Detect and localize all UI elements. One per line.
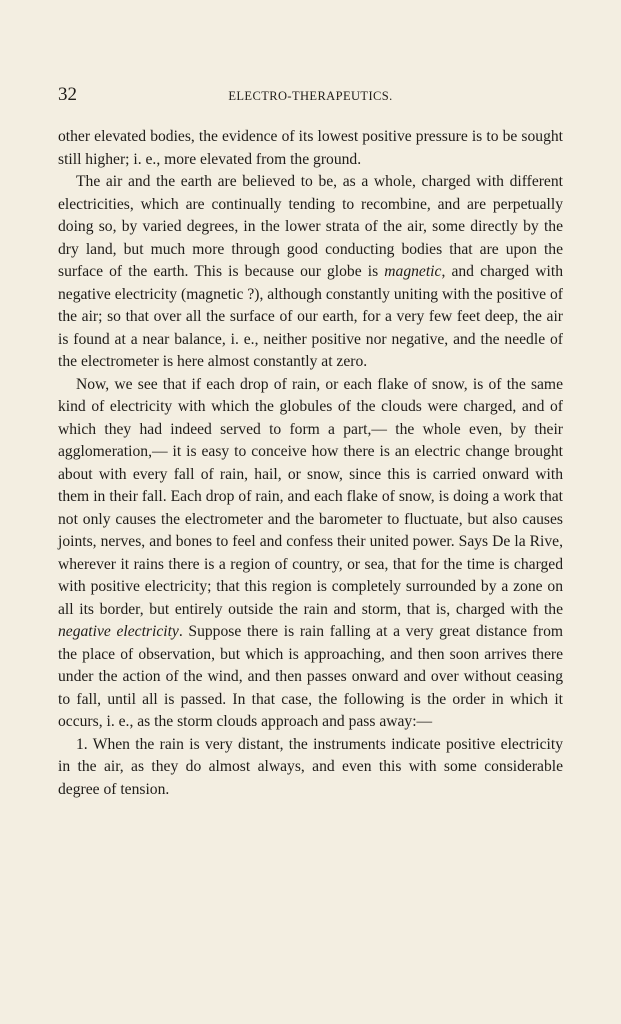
body-text bbox=[58, 126, 563, 801]
paragraph bbox=[58, 374, 563, 734]
paragraph-text: Now, we see that if each drop of rain, or each flake of snow, is of the same kind of electricity with which the globules of the clouds were charged, and of which they had indeed served to form a part,— the whole even, by their agglomeration,— it is easy to conceive how there is an electric change brought about with every fall of rain, hail, or snow, since this is carried onward with them in their fall. Each drop of rain, and each flake of snow, is doing a work that not only causes the electrometer and the barometer to fluctuate, but also causes joints, nerves, and bones to feel and confess their united power. Says De la Rive, wherever it rains there is a region of country, or sea, that for the time is charged with positive electricity; that this region is completely surrounded by a zone on all its border, but entirely outside the rain and storm, that is, charged with the bbox=[58, 375, 563, 618]
paragraph-text: . Suppose there is rain falling at a very great distance from the place of observation, but which is approaching, and then soon arrives there under the action of the wind, and then passes onward and over without ceasing to fall, until all is passed. In that case, the following is the order in which it occurs, i. e., as the storm clouds approach and pass away:— bbox=[58, 623, 563, 730]
page-number: 32 bbox=[58, 84, 77, 105]
paragraph-text: 1. When the rain is very distant, the instruments indicate positive electricity in the air, as they do almost always, and even this with some considerable degree of tension. bbox=[58, 735, 563, 798]
paragraph bbox=[58, 171, 563, 374]
italic-text: negative electricity bbox=[58, 623, 179, 640]
paragraph-text: The air and the earth are believed to be, as a whole, charged with different electricities, which are continually tending to recombine, and are perpetually doing so, by varied degrees, in the lower strata of the air, some directly by the dry land, but much more through good conducting bodies that are upon the surface of the earth. This is because our globe is bbox=[58, 173, 563, 280]
italic-text: magnetic bbox=[384, 263, 442, 280]
running-head: ELECTRO-THERAPEUTICS. bbox=[228, 89, 393, 103]
paragraph bbox=[58, 126, 563, 171]
paragraph bbox=[58, 734, 563, 802]
paragraph-text: , and charged with negative electricity (magnetic ?), although constantly uniting with the positive of the air; so that over all the surface of our earth, for a very few feet deep, the air is found at a near balance, i. e., neither positive nor negative, and the needle of the electrometer is here almost constantly at zero. bbox=[58, 263, 563, 370]
page-header bbox=[58, 84, 563, 106]
paragraph-text: other elevated bodies, the evidence of its lowest positive pressure is to be sought still higher; i. e., more elevated from the ground. bbox=[58, 128, 563, 168]
